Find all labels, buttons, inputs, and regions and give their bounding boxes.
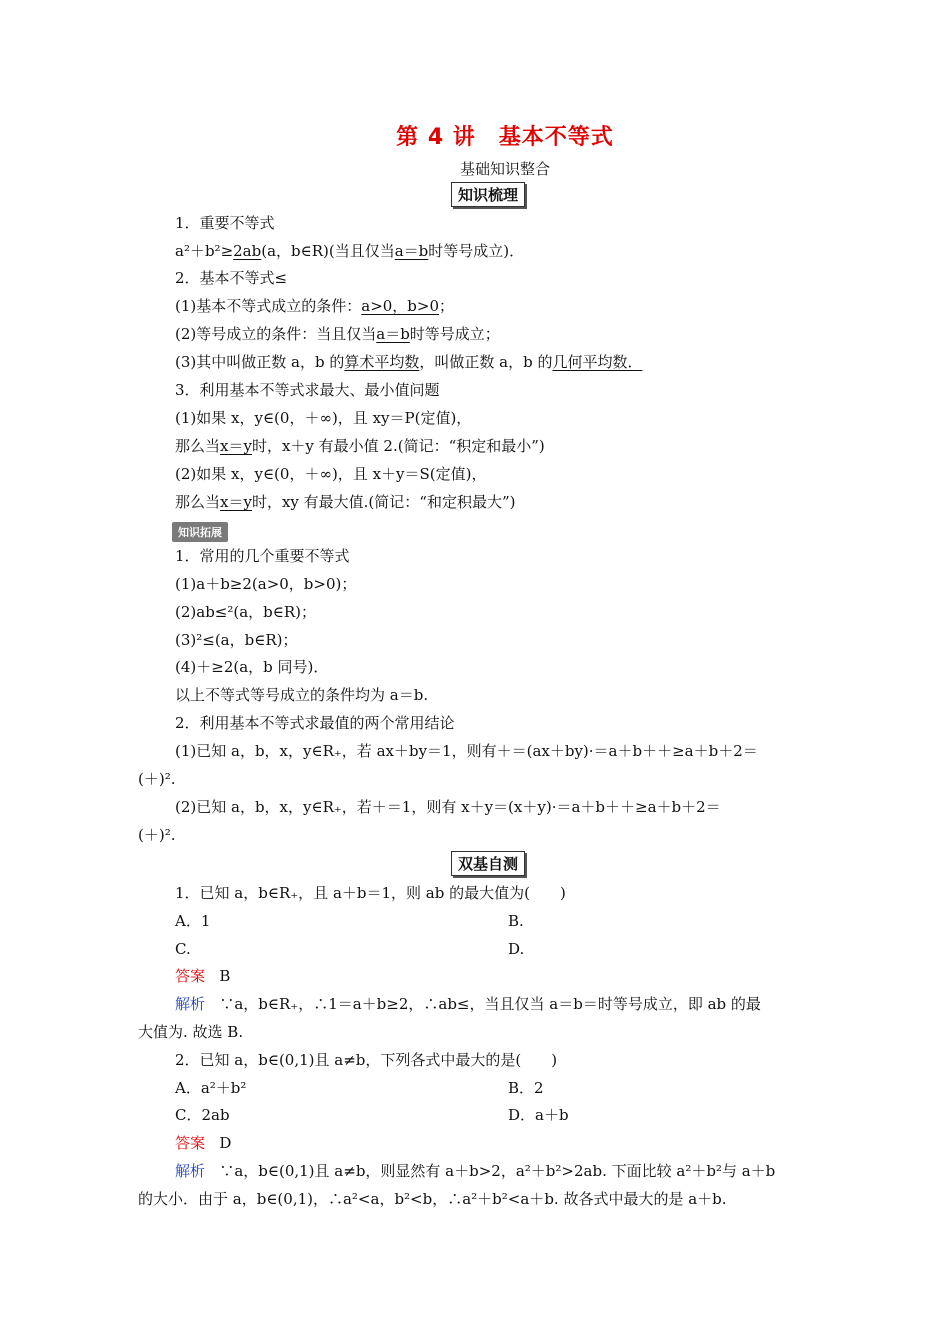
answer-label: 答案 bbox=[175, 1134, 206, 1152]
blank-answer: x＝y bbox=[220, 437, 252, 455]
section-heading-self-test: 双基自测 bbox=[451, 851, 525, 876]
question-text: 1．已知 a，b∈R₊，且 a＋b＝1，则 ab 的最大值为( ) bbox=[175, 884, 566, 902]
text-line: 1．常用的几个重要不等式 bbox=[175, 547, 350, 565]
blank-answer: a>0，b>0 bbox=[361, 297, 440, 315]
text-line: (1)如果 x，y∈(0，＋∞)，且 xy＝P(定值)， bbox=[175, 409, 472, 427]
text-line: (2)已知 a，b，x，y∈R₊，若＋＝1，则有 x＋y＝(x＋y)·＝a＋b＋＋≥a＋b＋2＝ bbox=[175, 798, 721, 816]
option-b: B. bbox=[508, 912, 524, 930]
blank-answer: 几何平均数． bbox=[552, 353, 643, 371]
blank-answer: x＝y bbox=[220, 493, 252, 511]
question-text: 2．已知 a，b∈(0,1)且 a≠b，下列各式中最大的是( ) bbox=[175, 1051, 558, 1069]
explanation-line: 大值为. 故选 B. bbox=[138, 1023, 244, 1041]
text-line: (2)如果 x，y∈(0，＋∞)，且 x＋y＝S(定值)， bbox=[175, 465, 487, 483]
text-line: 2．基本不等式≤ bbox=[175, 269, 288, 287]
text-line: (1)基本不等式成立的条件：a>0，b>0； bbox=[175, 297, 455, 315]
option-c: C. bbox=[175, 940, 191, 958]
text-line: 2．利用基本不等式求最值的两个常用结论 bbox=[175, 714, 455, 732]
text-line: (3)其中叫做正数 a，b 的算术平均数，叫做正数 a，b 的几何平均数． bbox=[175, 353, 643, 371]
text-line: (＋)². bbox=[138, 770, 176, 788]
option-a: A．1 bbox=[175, 912, 211, 930]
text-line: 1．重要不等式 bbox=[175, 214, 275, 232]
blank-answer: a＝b bbox=[394, 242, 429, 260]
answer-value: B bbox=[219, 967, 231, 985]
blank-answer: a＝b bbox=[376, 325, 410, 343]
option-d: D．a＋b bbox=[508, 1106, 569, 1124]
text-line: (4)＋≥2(a，b 同号)． bbox=[175, 658, 329, 676]
text-line: (2)等号成立的条件：当且仅当a＝b时等号成立； bbox=[175, 325, 500, 343]
answer-label: 答案 bbox=[175, 967, 206, 985]
blank-answer: 2ab bbox=[233, 242, 262, 260]
text-line: (1)a＋b≥2(a>0，b>0)； bbox=[175, 575, 357, 593]
text-line: 以上不等式等号成立的条件均为 a＝b. bbox=[175, 686, 429, 704]
blank-answer: 算术平均数 bbox=[344, 353, 420, 371]
option-d: D. bbox=[508, 940, 525, 958]
option-a: A．a²＋b² bbox=[175, 1079, 247, 1097]
explanation-line: 的大小．由于 a，b∈(0,1)，∴a²<a，b²<b，∴a²＋b²<a＋b. 故各式中最大的是 a＋b. bbox=[138, 1190, 727, 1208]
text-line: 那么当x＝y时，xy 有最大值.(简记：“和定积最大”) bbox=[175, 493, 516, 511]
page-subtitle: 基础知识整合 bbox=[459, 160, 550, 178]
text-line: (1)已知 a，b，x，y∈R₊，若 ax＋by＝1，则有＋＝(ax＋by)·＝a＋b＋＋≥a＋b＋2＝ bbox=[175, 742, 758, 760]
text-line: 3．利用基本不等式求最大、最小值问题 bbox=[175, 381, 440, 399]
text-line: (2)ab≤²(a，b∈R)； bbox=[175, 603, 317, 621]
section-tag-extension: 知识拓展 bbox=[172, 522, 228, 542]
text-line: 那么当x＝y时，x＋y 有最小值 2.(简记：“积定和最小”) bbox=[175, 437, 545, 455]
explanation-label: 解析 bbox=[175, 995, 206, 1013]
option-c: C．2ab bbox=[175, 1106, 230, 1124]
text-line: a²＋b²≥2ab(a，b∈R)(当且仅当a＝b时等号成立)． bbox=[175, 242, 525, 260]
explanation-label: 解析 bbox=[175, 1162, 206, 1180]
answer-line bbox=[175, 1133, 231, 1153]
text-line: (3)²≤(a，b∈R)； bbox=[175, 631, 298, 649]
option-b: B．2 bbox=[508, 1079, 544, 1097]
answer-value: D bbox=[219, 1134, 232, 1152]
text-line: (＋)². bbox=[138, 826, 176, 844]
answer-line bbox=[175, 966, 230, 986]
explanation-line: 解析 ∵a，b∈R₊，∴1＝a＋b≥2，∴ab≤，当且仅当 a＝b＝时等号成立，即 ab 的最 bbox=[175, 995, 761, 1013]
section-heading-knowledge: 知识梳理 bbox=[451, 182, 525, 207]
page-title: 第 4 讲 基本不等式 bbox=[396, 125, 614, 150]
explanation-line: 解析 ∵a，b∈(0,1)且 a≠b，则显然有 a＋b>2，a²＋b²>2ab. 下面比较 a²＋b²与 a＋b bbox=[175, 1162, 776, 1180]
